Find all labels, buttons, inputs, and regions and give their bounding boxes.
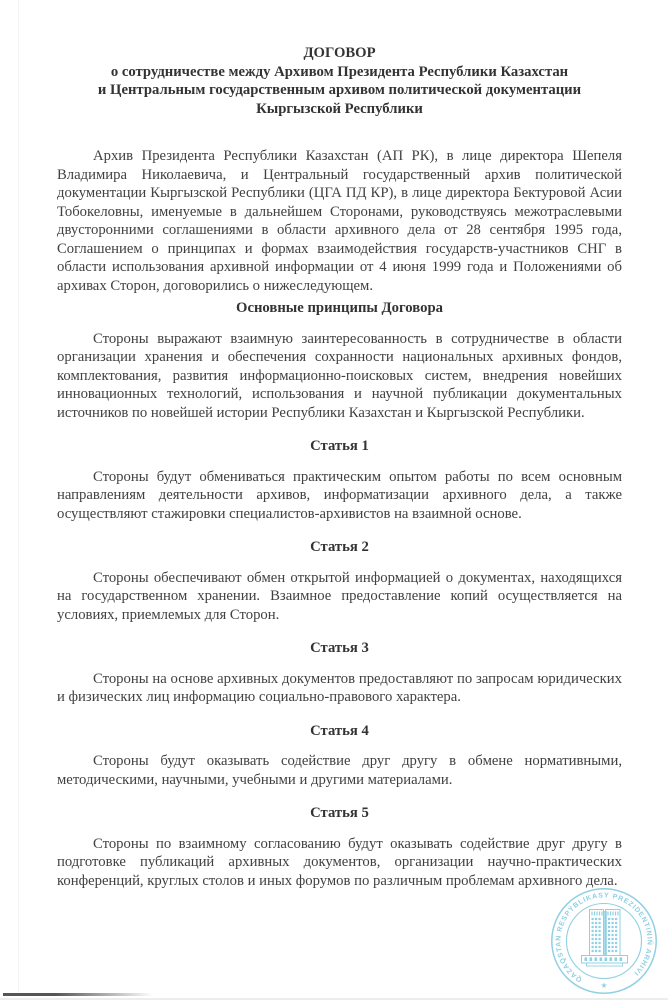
section-body-article-1: Стороны будут обмениваться практическим опытом работы по всем основным направлениям деятельности архивов, информатизации архивного дела, а также осуществляют стажировки специалистов-архивистов на взаимной основе. xyxy=(57,468,622,522)
section-body-principles: Стороны выражают взаимную заинтересованность в сотрудничестве в области организации хранения и обеспечения сохранности национальных архивных фондов, комплектования, развития информационно-поисковых систем, внедрения новейших инновационных технологий, использования и научной публикации документальных источников по новейшей истории Республики Казахстан и Кыргызской Республики. xyxy=(57,330,622,421)
preamble-paragraph: Архив Президента Республики Казахстан (АП РК), в лице директора Шепеля Владимира Николаевича, и Центральный государственный архив политической документации Кыргызской Республики (ЦГА ПД КР), в лице директора Бектуровой Асии Тобокеловны, именуемые в дальнейшем Сторонами, руководствуясь межотраслевыми двусторонними соглашениями в области архивного дела от 28 сентября 1995 года, Соглашением о принципах и формах взаимодействия государств-участников СНГ в области использования архивной информации от 4 июня 1999 года и Положениями об архивах Сторон, договорились о нижеследующем. xyxy=(57,148,622,294)
title-line-2: о сотрудничестве между Архивом Президента Республики Казахстан xyxy=(110,63,569,80)
title-line-3: и Центральным государственным архивом политической документации xyxy=(97,82,582,98)
stamp-ring-text: QAZAQSTAN RESPÝBLIKASY PREZIDENTINIŃ ARHIVI xyxy=(555,892,653,983)
section-heading-article-3: Статья 3 xyxy=(310,640,369,656)
section-heading-article-5: Статья 5 xyxy=(310,805,369,821)
document-content xyxy=(57,44,622,890)
scan-fold-line xyxy=(18,0,19,995)
section-heading-article-2: Статья 2 xyxy=(310,539,369,555)
title-line-1: ДОГОВОР xyxy=(303,45,376,61)
section-body-article-5: Стороны по взаимному согласованию будут оказывать содействие друг другу в подготовке публикаций архивных документов, организации научно-практических конференций, круглых столов и иных форумов по различным проблемам архивного дела. xyxy=(57,835,622,889)
stamp-star-icon: ★ xyxy=(601,982,607,990)
presidential-archive-seal xyxy=(544,881,664,1000)
section-heading-article-4: Статья 4 xyxy=(310,722,369,739)
section-heading-principles: Основные принципы Договора xyxy=(236,300,443,316)
scan-bottom-shadow xyxy=(3,993,153,996)
section-heading-article-1: Статья 1 xyxy=(310,438,369,454)
stamp-building-icon xyxy=(582,910,628,967)
section-body-article-2: Стороны обеспечивают обмен открытой информацией о документах, находящихся на государственном хранении. Взаимное предоставление копий осуществляется на условиях, приемлемых для Сторон. xyxy=(57,569,622,623)
document-title xyxy=(57,44,622,118)
section-body-article-3: Стороны на основе архивных документов предоставляют по запросам юридических и физических лиц информацию социально-правового характера. xyxy=(57,670,622,705)
title-line-4: Кыргызской Республики xyxy=(256,100,423,117)
section-body-article-4: Стороны будут оказывать содействие друг другу в обмене нормативными, методическими, научными, учебными и другими материалами. xyxy=(57,753,622,788)
